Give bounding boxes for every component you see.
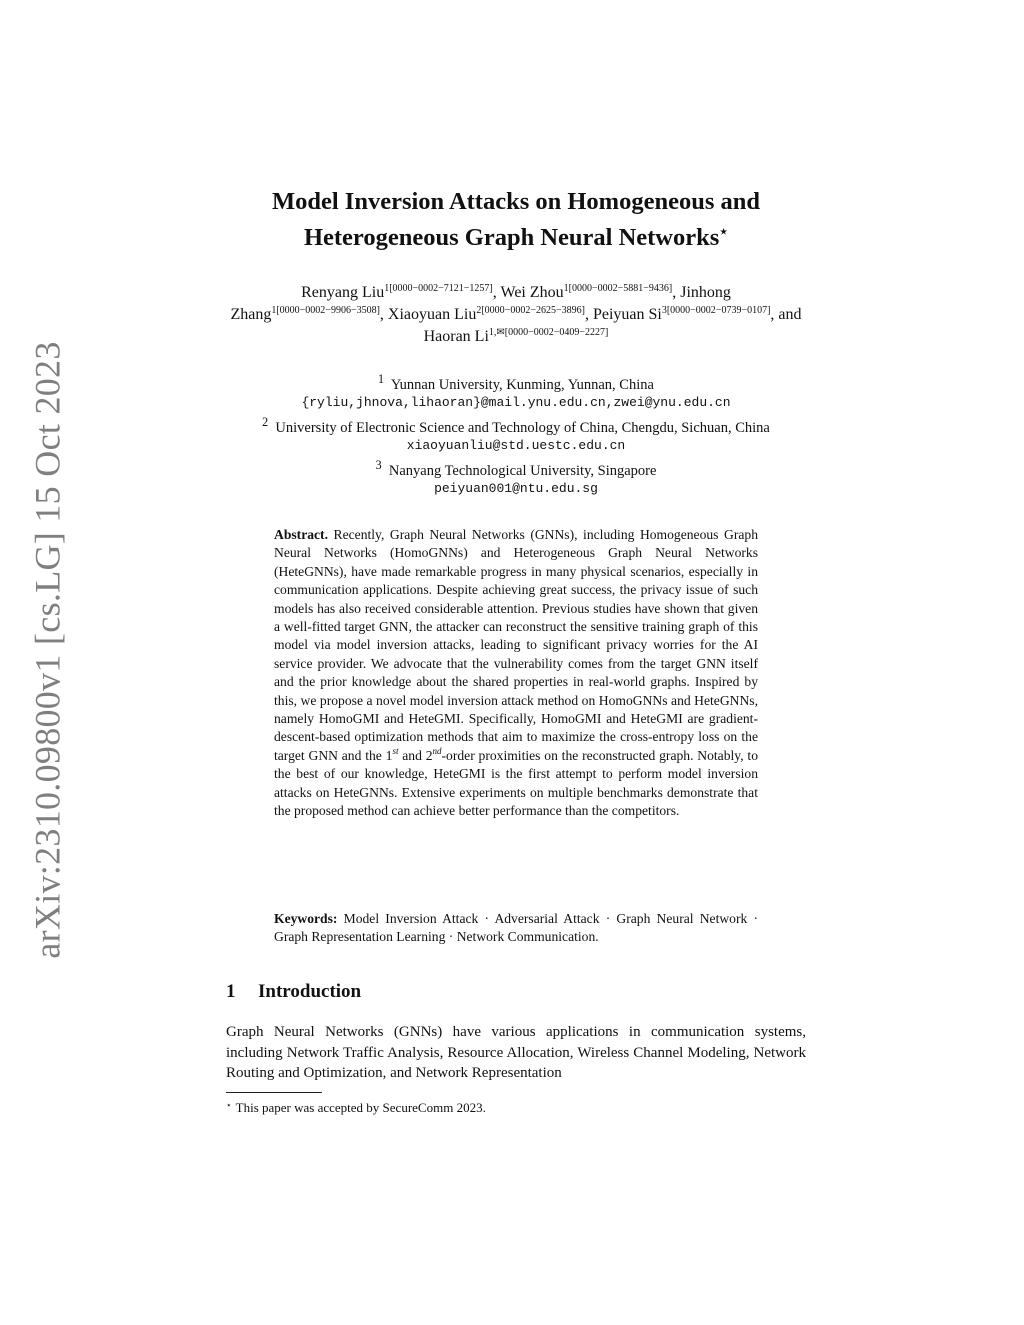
paper-title (226, 186, 806, 253)
title-line-2: Heterogeneous Graph Neural Networks⋆ (303, 224, 729, 251)
affiliation-1: $^1$ Yunnan University, Kunming, Yunnan, China (378, 372, 654, 393)
affiliations (226, 370, 806, 498)
abstract-text: Recently, Graph Neural Networks (GNNs), including Homogeneous Graph Neural Networks (HomoGNNs) and Heterogeneous Graph Neural Networks (HeteGNNs), have made remarkable progress in many physical scenarios, especially in communication applications. Despite achieving great success, the privacy issue of such models has also received considerable attention. Previous studies have shown that given a well-fitted target GNN, the attacker can reconstruct the sensitive training graph of this model via model inversion attacks, leading to significant privacy worries for the AI service provider. We advocate that the vulnerability comes from the target GNN itself and the prior knowledge about the shared properties in real-world graphs. Inspired by this, we propose a novel model inversion attack method on HomoGNNs and HeteGNNs, namely HomoGMI and HeteGMI. Specifically, HomoGMI and HeteGMI are gradient-descent-based optimization methods that aim to maximize the cross-entropy loss on the target GNN and the 1 (274, 527, 758, 763)
author-list (226, 282, 806, 348)
title-star-mark: ⋆ (719, 225, 729, 240)
footnote (226, 1096, 806, 1117)
footnote-mark: ⋆ (226, 1100, 232, 1110)
footnote-rule (226, 1092, 322, 1093)
orcid: [0000−0002−7121−1257] (389, 283, 493, 294)
mail-icon: ✉ (496, 327, 505, 338)
arxiv-identifier-text: arXiv:2310.09800v1 [cs.LG] 15 Oct 2023 (28, 341, 68, 959)
author: Wei Zhou$^{1[0000-0002-5881-9436]}$, (500, 283, 681, 301)
orcid: [0000−0002−9906−3508] (276, 305, 380, 316)
author: Renyang Liu$^{1[0000-0002-7121-1257]}$, (301, 283, 501, 301)
author: Peiyuan $Si^{3[0000-0002-0739-0107]}$, and (592, 305, 802, 323)
keywords-text: Model Inversion Attack · Adversarial Attack · Graph Neural Network · Graph Representation Learning · Network Communication. (274, 911, 758, 945)
orcid: [0000−0002−2625−3896] (481, 305, 585, 316)
footnote-text: This paper was accepted by SecureComm 2023. (235, 1100, 486, 1115)
affiliation-1-email: {ryliu,jhnova,lihaoran}@mail.ynu.edu.cn,zwei@ynu.edu.cn (301, 395, 731, 411)
orcid: [0000−0002−0739−0107] (666, 305, 771, 316)
title-line-1: Model Inversion Attacks on Homogeneous and (271, 188, 760, 215)
section-number: 1 (226, 981, 236, 1002)
keywords (274, 910, 758, 947)
affiliation-3: $^3$ Nanyang Technological University, Singapore (375, 457, 657, 479)
orcid: [0000−0002−5881−9436] (568, 283, 673, 294)
affiliation-2: $^2$ University of Electronic Science and Technology of China, Chengdu, Sichuan, China (262, 414, 770, 436)
intro-paragraph: Graph Neural Networks (GNNs) have various applications in communication systems, including Network Traffic Analysis, Resource Allocation, Wireless Channel Modeling, Network Routing and Optimization, and Network Representation (226, 1024, 806, 1081)
affiliation-3-email: peiyuan001@ntu.edu.sg (434, 480, 598, 496)
section-title: Introduction (258, 981, 362, 1002)
author: Jinhong Zhang$^{1[0000-0002-9906-3508]}$, (230, 284, 731, 323)
abstract: Abstract. Recently, Graph Neural Networks (GNNs), including Homogeneous Graph Neural Networks (HomoGNNs) and Heterogeneous Graph Neural Networks (HeteGNNs), have made remarkable progress in many physical scenarios, especially in communication applications. Despite achieving great success, the privacy issue of such models has also received considerable attention. Previous studies have shown that given a well-fitted target GNN, the attacker can reconstruct the sensitive training graph of this model via model inversion attacks, leading to significant privacy worries for the AI service provider. We advocate that the vulnerability comes from the target GNN itself and the prior knowledge about the shared properties in real-world graphs. Inspired by this, we propose a novel model inversion attack method on HomoGNNs and HeteGNNs, namely HomoGMI and HeteGMI. Specifically, HomoGMI and HeteGMI are gradient-descent-based optimization methods that aim to maximize the cross-entropy loss on the target GNN and the 1st and 2nd-order proximities on the reconstructed graph. Notably, to the best of our knowledge, HeteGMI is the first attempt to perform model inversion attacks on HeteGNNs. Extensive experiments on multiple benchmarks demonstrate that the proposed method can achieve better performance than the competitors. (274, 527, 758, 819)
keywords-label: Keywords: (274, 911, 338, 926)
abstract-label: Abstract. (274, 527, 328, 542)
author: Xiaoyuan Liu$^{2[0000-0002-2625-3896]}$, (387, 305, 593, 323)
affiliation-2-email: xiaoyuanliu@std.uestc.edu.cn (406, 438, 626, 454)
arxiv-identifier (28, 341, 68, 959)
orcid: [0000−0002−0409−2227] (504, 327, 609, 338)
section-heading (226, 981, 806, 1003)
author: Haoran $Li^{1,✉[0000-0002-0409-2227]}$ (423, 327, 609, 345)
